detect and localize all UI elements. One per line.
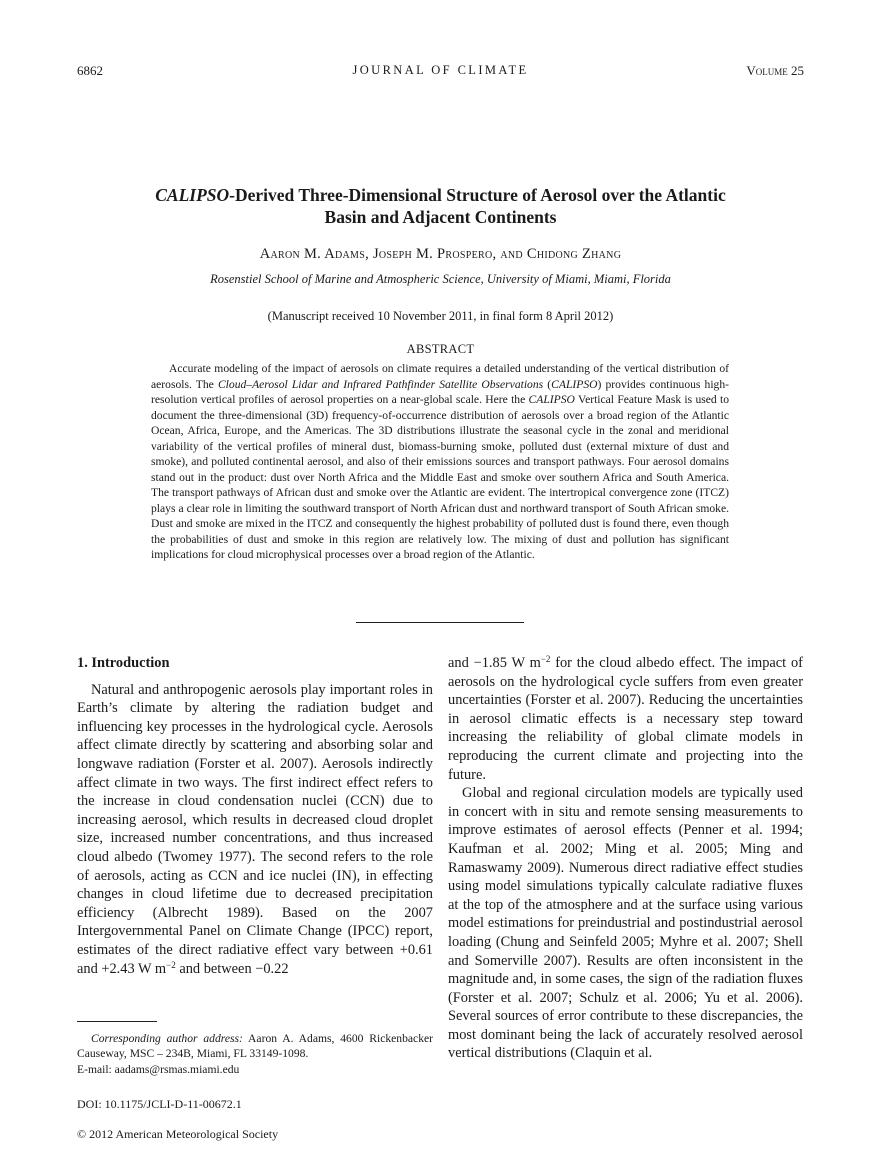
title-line1: -Derived Three-Dimensional Structure of Aerosol over the Atlantic [229, 185, 726, 205]
intro-paragraph-1 [77, 681, 433, 979]
abstract-body [151, 361, 729, 563]
doi: DOI: 10.1175/JCLI-D-11-00672.1 [77, 1097, 242, 1111]
abstract-text-1: Accurate modeling of the impact of aerosols on climate requires a detailed understanding of the vertical distribution of aerosols. The [151, 362, 729, 391]
article-title [100, 184, 781, 228]
intro-text-d: for the cloud albedo effect. The impact of aerosols on the hydrological cycle suffers from even greater uncertainties (Forster et al. 2007). Reducing the uncertainties in aerosol climatic effects is a necessary step toward increasing the reliability of global climate models in reproducing the current climate and projecting into the future. [448, 655, 803, 783]
journal-name: JOURNAL OF CLIMATE [352, 63, 529, 77]
intro-paragraph-1-continued [448, 654, 803, 784]
footnote-text: Aaron A. Adams, 4600 Rickenbacker Causeway, MSC – 234B, Miami, FL 33149-1098. [77, 1032, 433, 1061]
title-italic-part: CALIPSO [155, 185, 230, 205]
abstract-heading: ABSTRACT [406, 342, 475, 356]
title-line2: Basin and Adjacent Continents [324, 207, 557, 227]
abstract-text-3: ) provides continuous high-resolution vertical profiles of aerosol properties on a near-global scale. Here the [151, 377, 730, 406]
right-column [448, 654, 803, 1063]
volume-label: Volume 25 [746, 63, 804, 78]
corresponding-author-footnote [77, 1031, 433, 1077]
section-divider [356, 622, 524, 623]
superscript: −2 [166, 959, 176, 970]
abstract-italic-3: CALIPSO [528, 393, 575, 406]
manuscript-dates: (Manuscript received 10 November 2011, in final form 8 April 2012) [267, 309, 614, 323]
footnote-email: E-mail: aadams@rsmas.miami.edu [77, 1062, 240, 1076]
abstract-italic-1: Cloud–Aerosol Lidar and Infrared Pathfinder Satellite Observations [217, 377, 544, 391]
affiliation: Rosenstiel School of Marine and Atmospheric Science, University of Miami, Miami, Florida [210, 272, 671, 286]
intro-text-b: and between −0.22 [175, 960, 289, 977]
intro-paragraph-2: Global and regional circulation models are typically used in concert with in situ and remote sensing measurements to improve estimates of aerosol effects (Penner et al. 1994; Kaufman et al. 2002; Ming et al. 2005; Ming and Ramaswamy 2009). Numerous direct radiative effect studies using model simulations typically calculate radiative fluxes at the top of the atmosphere and at the surface using various model estimations for preindustrial and postindustrial aerosol loading (Chung and Seinfeld 2005; Myhre et al. 2007; Shell and Somerville 2007). Results are often inconsistent in the magnitude and, in some cases, the sign of the radiation fluxes (Forster et al. 2007; Schulz et al. 2006; Yu et al. 2006). Several sources of error contribute to these discrepancies, the most dominant being the lack of accurately resolved aerosol vertical distributions (Claquin et al. [448, 785, 803, 1062]
intro-text-c: and −1.85 W m [448, 655, 541, 671]
abstract-text-2: ( [543, 377, 552, 391]
footnote-label: Corresponding author address: [91, 1032, 243, 1045]
intro-text-a: Natural and anthropogenic aerosols play important roles in Earth’s climate by altering the radiation budget and influencing key processes in the hydrological cycle. Aerosols affect climate directly by scattering and absorbing solar and longwave radiation (Forster et al. 2007). Aerosols indirectly affect climate in two ways. The first indirect effect refers to the increase in cloud condensation nuclei (CCN) due to increasing aerosol, which results in decreased cloud droplet size, increased number concentrations, and thus increased cloud albedo (Twomey 1977). The second refers to the role of aerosols, acting as CCN and ice nuclei (IN), in effecting changes in cloud lifetime due to decreased precipitation efficiency (Albrecht 1989). Based on the 2007 Intergovernmental Panel on Climate Change (IPCC) report, estimates of the direct radiative effect vary between +0.61 and +2.43 W m [77, 681, 433, 977]
left-column [77, 654, 433, 978]
superscript: −2 [540, 654, 551, 664]
section-heading: 1. Introduction [77, 655, 170, 671]
abstract-italic-2: CALIPSO [551, 377, 598, 391]
author-list: Aaron M. Adams, Joseph M. Prospero, and Chidong Zhang [259, 246, 622, 262]
abstract-text-4: Vertical Feature Mask is used to document the three-dimensional (3D) frequency-of-occurrence distribution of aerosols over a broad region of the Atlantic Ocean, Africa, Europe, and the Americas. The 3D distributions illustrate the seasonal cycle in the zonal and meridional variability of the vertical profiles of mineral dust, biomass-burning smoke, polluted dust (external mixture of dust and smoke), and polluted continental aerosol, and also of their emissions sources and transport pathways. Four aerosol domains stand out in the product: dust over North Africa and the Middle East and smoke over southern Africa and South America. The transport pathways of African dust and smoke over the Atlantic are evident. The intertropical convergence zone (ITCZ) plays a clear role in limiting the southward transport of North African dust and northward transport of South African smoke. Dust and smoke are mixed in the ITCZ and consequently the highest probability of polluted dust is found there, even though the probabilities of dust and smoke in this region are relatively low. The mixing of dust and pollution has significant implications for cloud microphysical processes over a broad region of the Atlantic. [151, 393, 729, 561]
copyright: © 2012 American Meteorological Society [77, 1127, 279, 1141]
footnote-divider [77, 1021, 157, 1022]
page-number: 6862 [77, 63, 103, 78]
